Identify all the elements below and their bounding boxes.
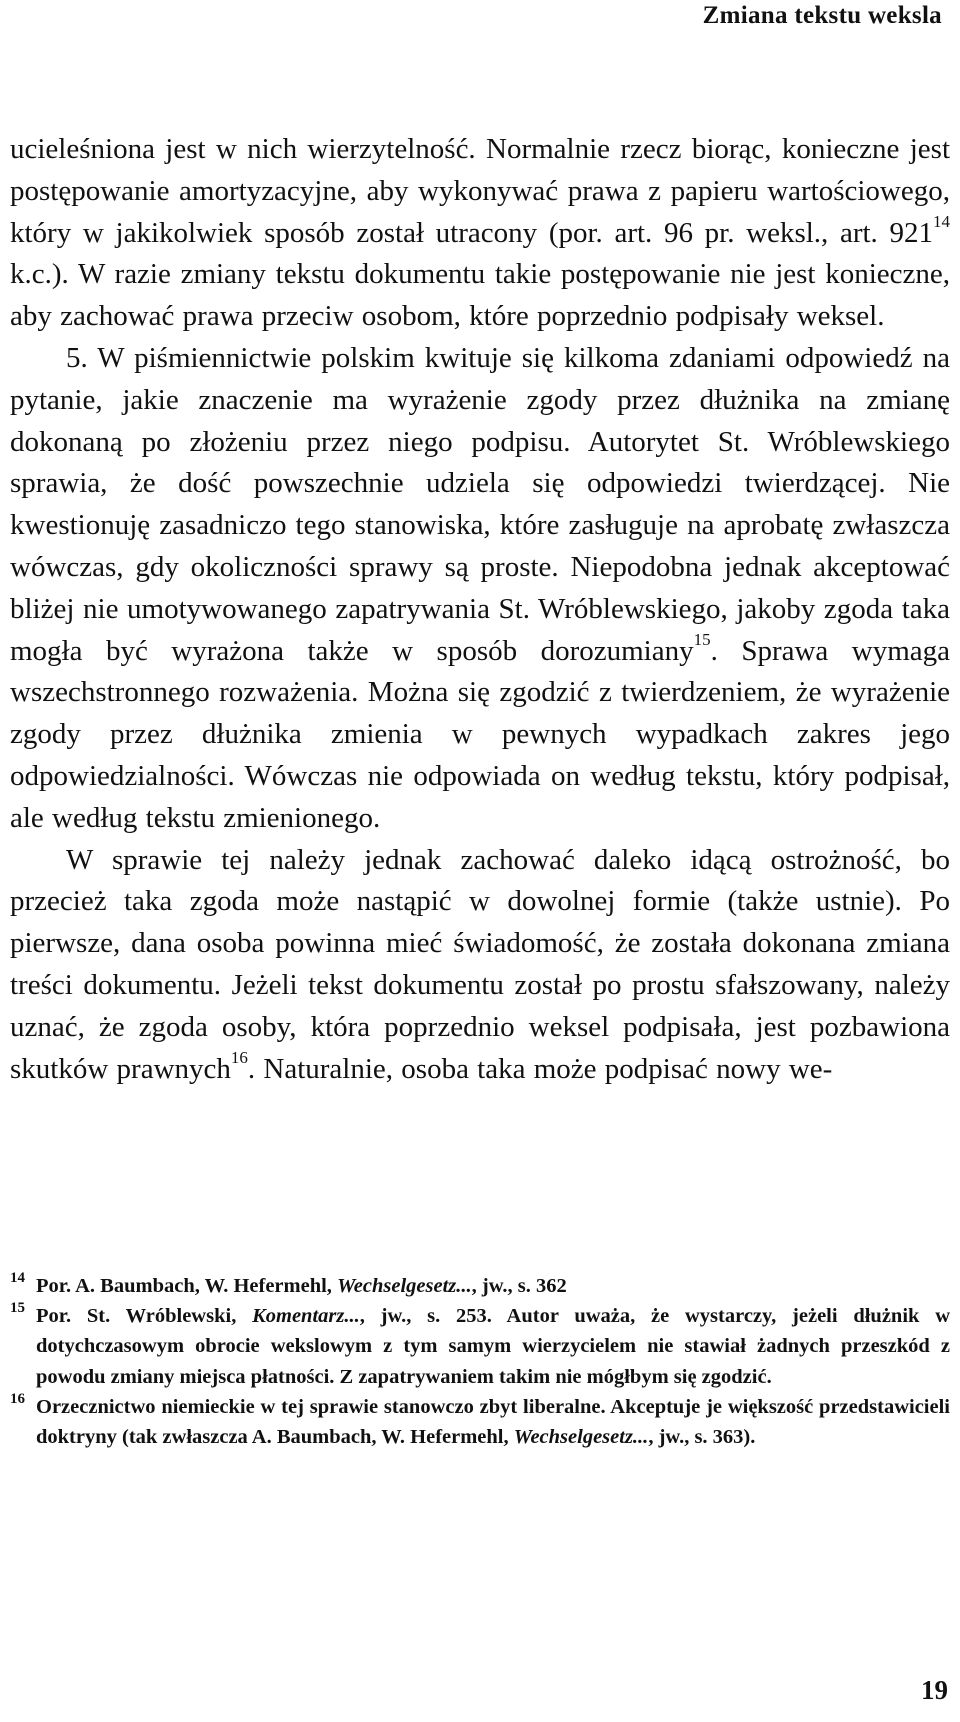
paragraph-2-text-a: 5. W piśmiennictwie polskim kwituje się kilkoma zdaniami odpowiedź na pytanie, jakie znaczenie ma wyrażenie zgody przez dłużnika na zmianę dokonaną po złożeniu przez niego podpisu. Autorytet St. Wróblewskiego sprawia, że dość powszechnie udziela się odpowiedzi twierdzącej. Nie kwestionuję zasadniczo tego stanowiska, które zasługuje na aprobatę zwłaszcza wówczas, gdy okoliczności sprawy są proste. Niepodobna jednak akceptować bliżej nie umotywowanego zapatrywania St. Wróblewskiego, jakoby zgoda taka mogła być wyrażona także w sposób dorozumiany (10, 341, 950, 667)
footnote-text: , jw., s. 253. Autor uważa, że wystarczy, jeżeli dłużnik w dotychczasowym obrocie wekslowym z tym samym wierzycielem nie stawiał żadnych przeszkód z powodu zmiany miejsca płatności. Z zapatrywaniem takim nie mógłbym się zgodzić. (36, 1305, 950, 1388)
footnote-text: , jw., s. 363). (648, 1426, 756, 1449)
footnote-cited-title: Komentarz... (252, 1305, 360, 1328)
body-text (10, 129, 950, 1090)
paragraph-1 (10, 129, 950, 338)
footnote-16 (10, 1392, 950, 1452)
footnote-ref-16: 16 (230, 1047, 248, 1067)
paragraph-2 (10, 338, 950, 840)
footnote-text: Orzecznictwo niemieckie w tej sprawie stanowczo zbyt liberalne. Akceptuje je większość przedstawicieli doktryny (tak zwłaszcza A. Baumbach, W. Hefermehl, (36, 1395, 950, 1449)
footnote-15 (10, 1301, 950, 1392)
footnote-text: Por. St. Wróblewski, (36, 1305, 253, 1328)
paragraph-2-text-b: . Sprawa wymaga wszechstronnego rozważenia. Można się zgodzić z twierdzeniem, że wyrażenie zgody przez dłużnika zmienia w pewnych wypadkach zakres jego odpowiedzialności. Wówczas nie odpowiada on według tekstu, który podpisał, ale według tekstu zmienionego. (10, 634, 950, 834)
page-number: 19 (921, 1675, 948, 1705)
footnote-text: , jw., s. 362 (471, 1275, 567, 1297)
footnote-text: Por. A. Baumbach, W. Hefermehl, (36, 1275, 338, 1297)
footnotes-section (10, 1271, 950, 1452)
footnote-mark: 16 (10, 1390, 25, 1407)
footnote-ref-14: 14 (933, 211, 950, 231)
footnote-cited-title: Wechselgesetz... (513, 1426, 649, 1449)
footnote-14 (10, 1271, 950, 1301)
footnote-mark: 14 (10, 1270, 25, 1286)
footnote-cited-title: Wechselgesetz... (337, 1275, 472, 1297)
paragraph-3 (10, 840, 950, 1091)
running-header-title: Zmiana tekstu weksla (702, 2, 942, 29)
paragraph-3-text-a: W sprawie tej należy jednak zachować daleko idącą ostrożność, bo przecież taka zgoda może nastąpić w dowolnej formie (także ustnie). Po pierwsze, dana osoba powinna mieć świadomość, że została dokonana zmiana treści dokumentu. Jeżeli tekst dokumentu został po prostu sfałszowany, należy uznać, że zgoda osoby, która poprzednio weksel podpisała, jest pozbawiona skutków prawnych (10, 843, 950, 1085)
footnote-mark: 15 (10, 1300, 25, 1317)
paragraph-1-text-a: ucieleśniona jest w nich wierzytelność. Normalnie rzecz biorąc, konieczne jest postępowanie amortyzacyjne, aby wykonywać prawa z papieru wartościowego, który w jakikolwiek sposób został utracony (por. art. 96 pr. weksl., art. 921 (10, 133, 950, 249)
paragraph-3-text-b: . Naturalnie, osoba taka może podpisać nowy we- (247, 1052, 833, 1085)
footnote-ref-15: 15 (693, 629, 711, 649)
paragraph-1-text-b: k.c.). W razie zmiany tekstu dokumentu takie postępowanie nie jest konieczne, aby zachować prawa przeciw osobom, które poprzednio podpisały weksel. (10, 258, 950, 333)
